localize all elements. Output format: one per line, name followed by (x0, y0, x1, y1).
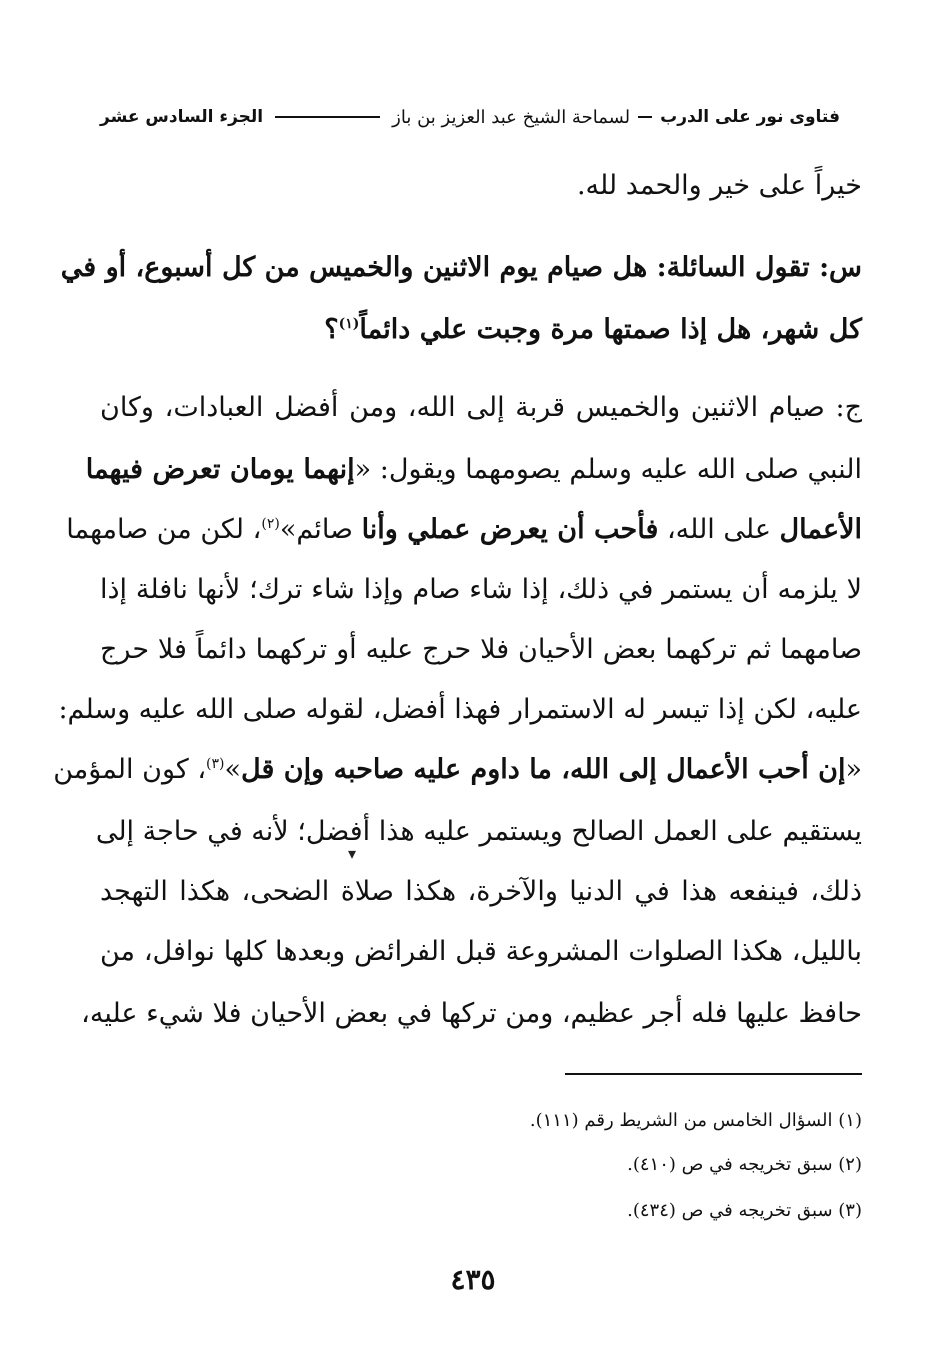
answer-line-3 (66, 512, 862, 548)
footnote-ref-3: (٣) (206, 756, 225, 772)
header-dash (638, 116, 652, 118)
volume-label: الجزء السادس عشر (100, 107, 264, 127)
answer-line-3-text-c: ، لكن من صامهما (66, 514, 262, 545)
hadith-quote-1a: إنهما يومان تعرض فيهما (85, 454, 355, 485)
answer-line-4: لا يلزمه أن يستمر في ذلك، إذا شاء صام وإذا شاء ترك؛ لأنها نافلة إذا (100, 574, 862, 605)
answer-line-3-text-b: صائم» (279, 514, 362, 545)
hadith-quote-2: إن أحب الأعمال إلى الله، ما داوم عليه صاحبه وإن قل (241, 754, 846, 785)
running-header (100, 100, 840, 134)
quote-open: « (845, 754, 862, 785)
answer-line-6: عليه، لكن إذا تيسر له الاستمرار فهذا أفضل، لقوله صلى الله عليه وسلم: (58, 694, 862, 725)
stray-ink-mark: ▾ (348, 844, 357, 863)
footnote-1: (١) السؤال الخامس من الشريط رقم (١١١). (529, 1110, 862, 1131)
question-line-1: س: تقول السائلة: هل صيام يوم الاثنين والخميس من كل أسبوع، أو في (60, 252, 862, 283)
footnote-separator (565, 1073, 862, 1075)
answer-line-9: ذلك، فينفعه هذا في الدنيا والآخرة، هكذا صلاة الضحى، هكذا التهجد (100, 876, 862, 907)
hadith-quote-1c: فأحب أن يعرض عملي وأنا (361, 514, 659, 545)
answer-line-2-text: النبي صلى الله عليه وسلم يصومهما ويقول: « (354, 454, 862, 485)
answer-line-3-text-a: على الله، (658, 514, 780, 545)
quote-close: » (224, 754, 242, 785)
answer-line-7-text: ، كون المؤمن (53, 754, 207, 785)
book-title: فتاوى نور على الدرب (660, 107, 840, 127)
question-mark: ؟ (324, 314, 339, 345)
footnote-ref-2: (٢) (261, 516, 280, 532)
answer-line-10: بالليل، هكذا الصلوات المشروعة قبل الفرائض وبعدها كلها نوافل، من (100, 936, 862, 967)
footnote-3: (٣) سبق تخريجه في ص (٤٣٤). (627, 1200, 862, 1221)
answer-line-1: ج: صيام الاثنين والخميس قربة إلى الله، ومن أفضل العبادات، وكان (100, 392, 862, 423)
header-rule (275, 116, 380, 118)
answer-line-7 (53, 752, 862, 788)
intro-line: خيراً على خير والحمد لله. (576, 170, 862, 201)
question-line-2 (100, 312, 862, 348)
author-credit: لسماحة الشيخ عبد العزيز بن باز (392, 106, 631, 128)
answer-line-8: يستقيم على العمل الصالح ويستمر عليه هذا أفضل؛ لأنه في حاجة إلى (95, 816, 862, 847)
page-number: ٤٣٥ (450, 1263, 496, 1296)
answer-line-2 (85, 452, 862, 488)
answer-line-5: صامهما ثم تركهما بعض الأحيان فلا حرج عليه أو تركهما دائماً فلا حرج (100, 634, 862, 665)
footnote-ref-1: (١) (338, 316, 360, 332)
footnote-2: (٢) سبق تخريجه في ص (٤١٠). (627, 1154, 862, 1175)
answer-line-11: حافظ عليها فله أجر عظيم، ومن تركها في بعض الأحيان فلا شيء عليه، (81, 998, 862, 1029)
hadith-quote-1b: الأعمال (779, 514, 862, 545)
question-text: كل شهر، هل إذا صمتها مرة وجبت علي دائماً (359, 314, 862, 345)
